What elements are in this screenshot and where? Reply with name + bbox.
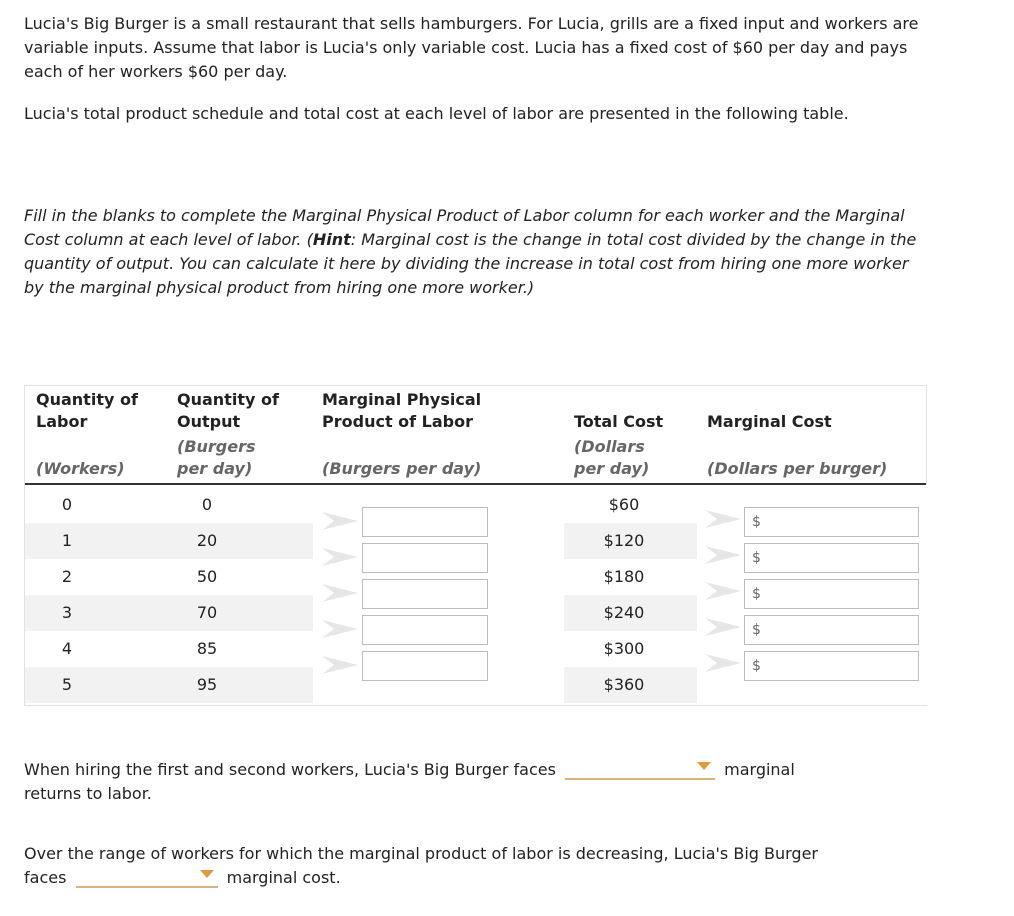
currency-prefix: $ bbox=[752, 514, 761, 530]
question-1-after: marginal bbox=[724, 760, 795, 779]
between-rows-arrow-icon bbox=[703, 616, 743, 638]
mpp-input-worker-4[interactable] bbox=[362, 615, 488, 645]
currency-prefix: $ bbox=[752, 586, 761, 602]
labor-cell: 0 bbox=[61, 495, 73, 514]
between-rows-arrow-icon bbox=[320, 546, 360, 568]
table-intro-paragraph: Lucia's total product schedule and total cost at each level of labor are presented in the following table. bbox=[24, 104, 849, 123]
labor-cell: 5 bbox=[61, 675, 73, 694]
total-cost-cell: $300 bbox=[603, 639, 645, 658]
header-total-cost-unit: (Dollars per day) bbox=[574, 437, 650, 478]
instructions-part1: Fill in the blanks to complete the Marginal Physical Product of Labor column for each worker and the Marginal Cost column at each level of labor. ( bbox=[24, 206, 905, 249]
mpp-input-worker-1[interactable] bbox=[362, 507, 488, 537]
mpp-input-worker-5[interactable] bbox=[362, 651, 488, 681]
header-marginal-cost-unit: (Dollars per burger) bbox=[707, 459, 888, 478]
labor-cell: 1 bbox=[61, 531, 73, 550]
total-cost-cell: $60 bbox=[608, 495, 640, 514]
currency-prefix: $ bbox=[752, 550, 761, 566]
marginal-cost-dropdown[interactable] bbox=[76, 866, 218, 888]
instructions-part2: : Marginal cost is the change in total cost divided by the change in the quantity of output. You can calculate it here by dividing the increase in total cost from hiring one more worker by the marginal physical product from hiring one more worker.) bbox=[24, 230, 917, 297]
labor-cell: 4 bbox=[61, 639, 73, 658]
output-cell: 95 bbox=[196, 675, 218, 694]
between-rows-arrow-icon bbox=[320, 510, 360, 532]
intro-paragraph: Lucia's Big Burger is a small restaurant that sells hamburgers. For Lucia, grills are a fixed input and workers are variable inputs. Assume that labor is Lucia's only variable cost. Lucia has a fixed cost of $60 per day and pays each of her workers $60 per day. bbox=[24, 14, 919, 81]
total-cost-cell: $240 bbox=[603, 603, 645, 622]
header-output-unit: (Burgers per day) bbox=[177, 437, 256, 478]
mc-input-worker-1[interactable] bbox=[744, 507, 919, 537]
header-mpp: Marginal Physical Product of Labor bbox=[322, 390, 482, 431]
header-total-cost: Total Cost bbox=[574, 412, 664, 431]
total-cost-cell: $360 bbox=[603, 675, 645, 694]
mc-input-worker-5[interactable] bbox=[744, 651, 919, 681]
labor-cell: 3 bbox=[61, 603, 73, 622]
output-cell: 85 bbox=[196, 639, 218, 658]
output-cell: 20 bbox=[196, 531, 218, 550]
question-1-text: When hiring the first and second workers, Lucia's Big Burger faces bbox=[24, 760, 556, 779]
header-mpp-unit: (Burgers per day) bbox=[322, 459, 482, 478]
output-cell: 0 bbox=[201, 495, 213, 514]
question-2-line2: faces bbox=[24, 868, 67, 887]
question-2-after: marginal cost. bbox=[226, 868, 341, 887]
question-1 bbox=[24, 758, 944, 806]
mpp-input-worker-3[interactable] bbox=[362, 579, 488, 609]
returns-dropdown[interactable] bbox=[565, 758, 715, 780]
total-cost-cell: $180 bbox=[603, 567, 645, 586]
between-rows-arrow-icon bbox=[703, 544, 743, 566]
header-marginal-cost: Marginal Cost bbox=[707, 412, 832, 431]
currency-prefix: $ bbox=[752, 622, 761, 638]
between-rows-arrow-icon bbox=[703, 652, 743, 674]
header-output: Quantity of Output bbox=[177, 390, 279, 431]
header-divider bbox=[25, 483, 926, 485]
question-2-text: Over the range of workers for which the marginal product of labor is decreasing, Lucia's Big Burger bbox=[24, 844, 818, 863]
header-labor-unit: (Workers) bbox=[36, 459, 125, 478]
output-cell: 50 bbox=[196, 567, 218, 586]
table-header bbox=[25, 386, 926, 484]
header-labor: Quantity of Labor bbox=[36, 390, 138, 431]
mc-input-worker-3[interactable] bbox=[744, 579, 919, 609]
labor-cell: 2 bbox=[61, 567, 73, 586]
instructions-paragraph bbox=[24, 204, 924, 300]
mpp-input-worker-2[interactable] bbox=[362, 543, 488, 573]
between-rows-arrow-icon bbox=[703, 580, 743, 602]
between-rows-arrow-icon bbox=[320, 618, 360, 640]
between-rows-arrow-icon bbox=[320, 582, 360, 604]
hint-label: Hint bbox=[312, 230, 351, 249]
between-rows-arrow-icon bbox=[320, 654, 360, 676]
chevron-down-icon bbox=[697, 762, 711, 770]
mc-input-worker-4[interactable] bbox=[744, 615, 919, 645]
currency-prefix: $ bbox=[752, 658, 761, 674]
question-1-line2: returns to labor. bbox=[24, 784, 152, 803]
between-rows-arrow-icon bbox=[703, 508, 743, 530]
output-cell: 70 bbox=[196, 603, 218, 622]
question-2 bbox=[24, 842, 944, 890]
production-cost-table bbox=[24, 385, 927, 706]
mc-input-worker-2[interactable] bbox=[744, 543, 919, 573]
chevron-down-icon bbox=[200, 870, 214, 878]
total-cost-cell: $120 bbox=[603, 531, 645, 550]
